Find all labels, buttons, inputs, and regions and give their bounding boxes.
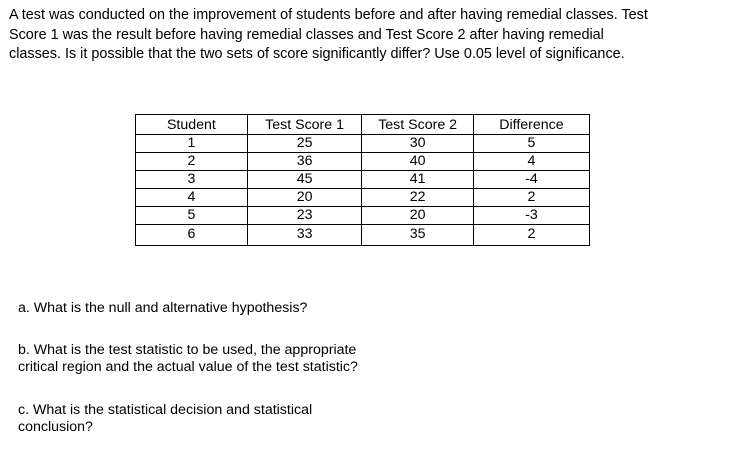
cell-test-score-2: 41 xyxy=(362,171,474,189)
table-row xyxy=(136,153,590,171)
cell-test-score-1: 36 xyxy=(247,153,362,171)
header-student: Student xyxy=(136,115,248,135)
question-a-line: a. What is the null and alternative hypothesis? xyxy=(18,300,308,316)
cell-test-score-1: 20 xyxy=(247,189,362,207)
table-row xyxy=(136,207,590,225)
cell-test-score-1: 25 xyxy=(247,135,362,153)
cell-student: 1 xyxy=(136,135,248,153)
cell-student: 6 xyxy=(136,225,248,246)
cell-student: 4 xyxy=(136,189,248,207)
table-row xyxy=(136,171,590,189)
header-test-score-2: Test Score 2 xyxy=(362,115,474,135)
question-c-line: conclusion? xyxy=(18,418,93,435)
header-test-score-1: Test Score 1 xyxy=(247,115,362,135)
cell-test-score-1: 45 xyxy=(247,171,362,189)
question-b xyxy=(18,342,358,375)
cell-difference: 2 xyxy=(473,225,589,246)
cell-student: 5 xyxy=(136,207,248,225)
cell-test-score-2: 22 xyxy=(362,189,474,207)
cell-test-score-2: 40 xyxy=(362,153,474,171)
problem-statement xyxy=(9,6,724,65)
cell-test-score-1: 23 xyxy=(247,207,362,225)
cell-test-score-2: 35 xyxy=(362,225,474,246)
question-a xyxy=(18,300,307,317)
header-difference: Difference xyxy=(473,115,589,135)
cell-test-score-2: 20 xyxy=(362,207,474,225)
cell-test-score-1: 33 xyxy=(247,225,362,246)
problem-line: classes. Is it possible that the two sets of score significantly differ? Use 0.05 level of significance. xyxy=(9,46,625,62)
cell-difference: 5 xyxy=(473,135,589,153)
question-c xyxy=(18,402,312,435)
cell-student: 2 xyxy=(136,153,248,171)
table-row xyxy=(136,225,590,246)
cell-test-score-2: 30 xyxy=(362,135,474,153)
problem-line: Score 1 was the result before having remedial classes and Test Score 2 after having remedial xyxy=(9,26,604,43)
cell-difference: -3 xyxy=(473,207,589,225)
question-b-line: b. What is the test statistic to be used, the appropriate xyxy=(18,342,357,358)
question-b-line: critical region and the actual value of the test statistic? xyxy=(18,358,358,375)
table-row xyxy=(136,189,590,207)
table-row xyxy=(136,135,590,153)
cell-student: 3 xyxy=(136,171,248,189)
scores-table xyxy=(135,114,590,246)
cell-difference: 2 xyxy=(473,189,589,207)
problem-line: A test was conducted on the improvement of students before and after having remedial classes. Test xyxy=(9,7,648,23)
question-c-line: c. What is the statistical decision and statistical xyxy=(18,402,313,418)
cell-difference: -4 xyxy=(473,171,589,189)
table-header-row xyxy=(136,115,590,135)
cell-difference: 4 xyxy=(473,153,589,171)
